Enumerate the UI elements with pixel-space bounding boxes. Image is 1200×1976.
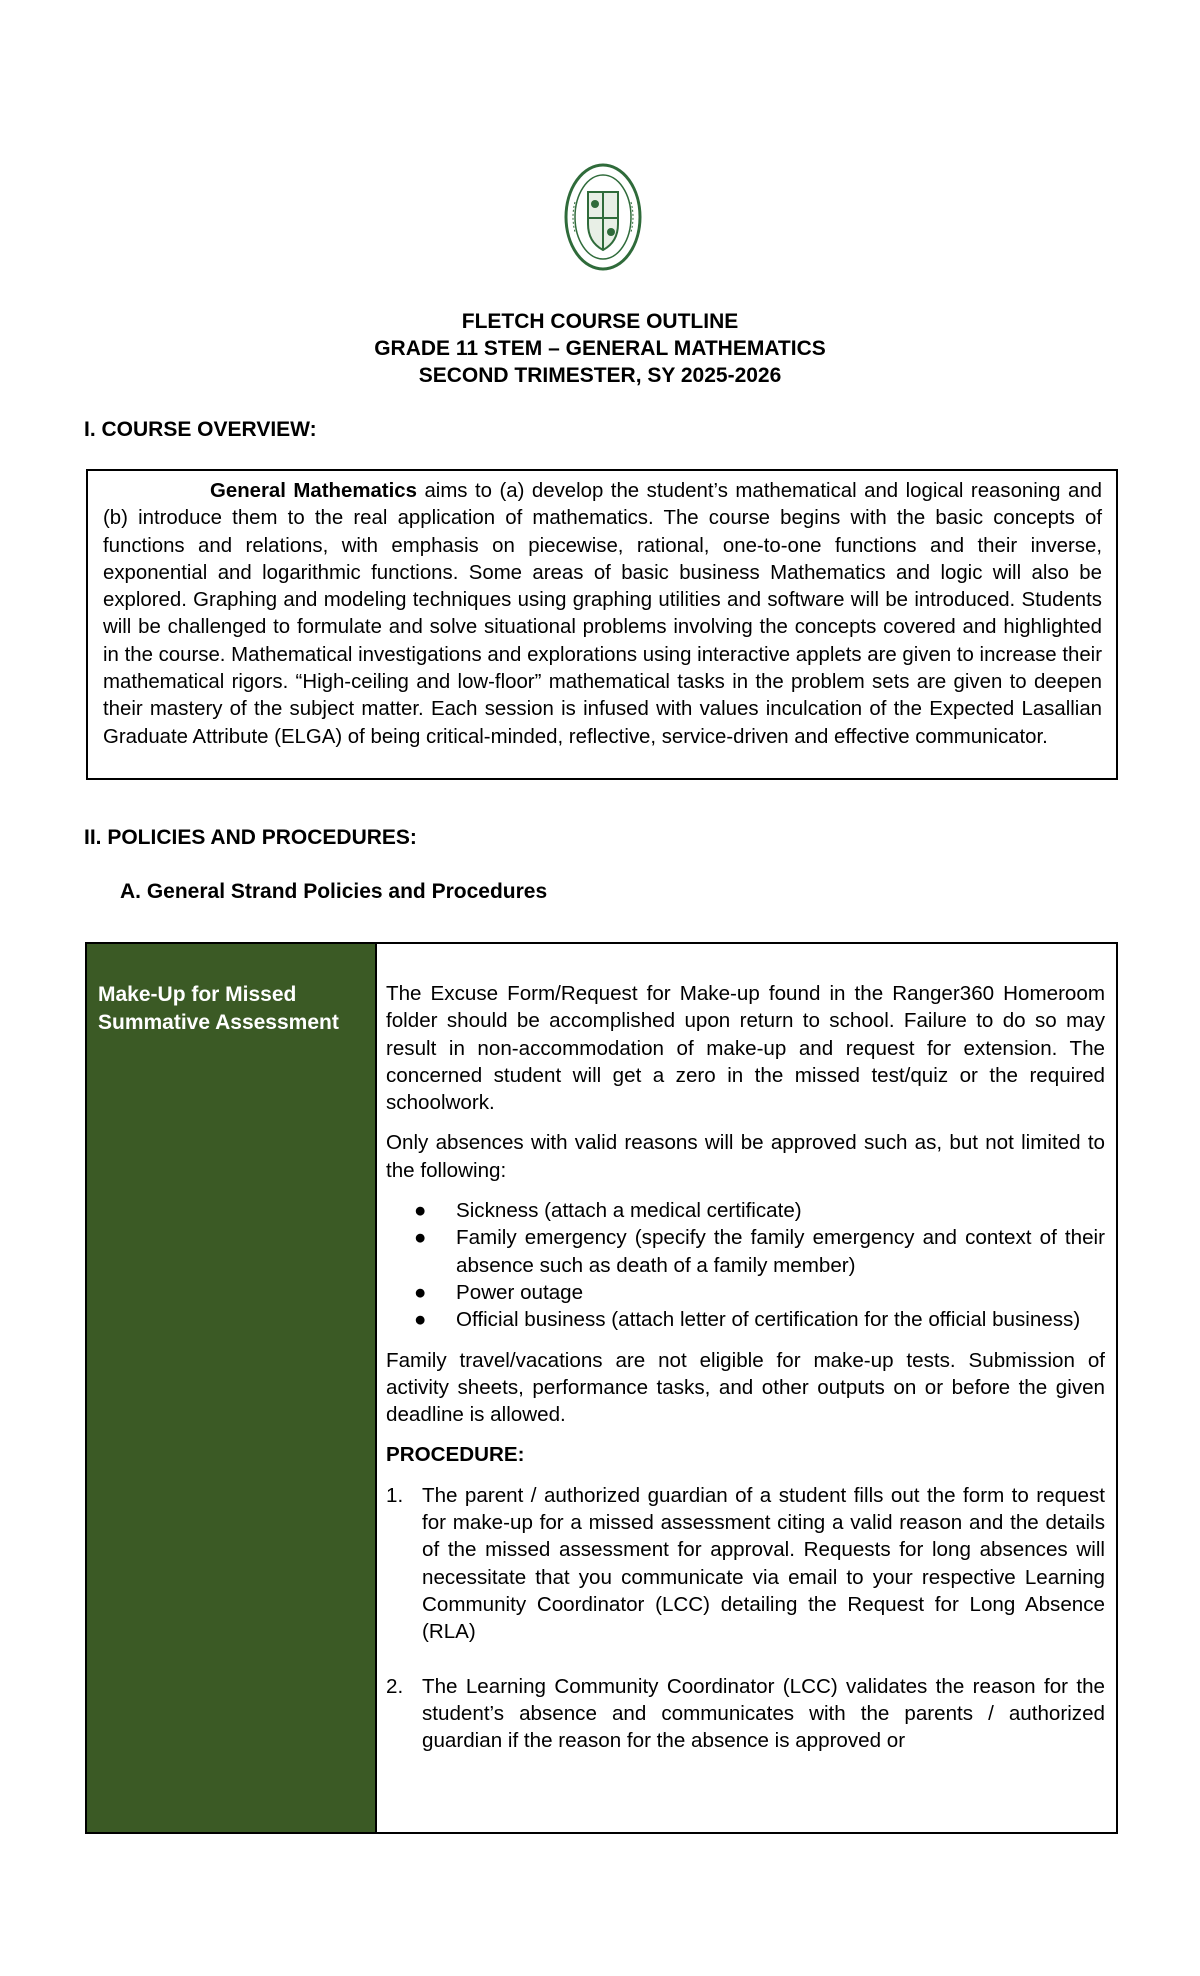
bullet-icon: ● [414,1199,427,1223]
title-line-3: SECOND TRIMESTER, SY 2025-2026 [418,364,782,387]
policy-paragraph-1: The Excuse Form/Request for Make-up found in the Ranger360 Homeroom folder should be accomplished upon return to school. Failure to do so may result in non-accommodation of make-up and request for extension. The concerned student will get a zero in the missed test/quiz or the required schoolwork. [386,982,1105,1115]
policy-label-cell [87,944,377,1832]
policies-heading: II. POLICIES AND PROCEDURES: [84,826,417,849]
strand-policies-subheading: A. General Strand Policies and Procedures [120,880,548,903]
list-item: ● Family emergency (specify the family emergency and context of their absence such as death of a family member) [414,1226,1105,1277]
policy-table [85,942,1118,1834]
list-item: ● Power outage [414,1279,1105,1306]
bullet-icon: ● [414,1226,427,1250]
list-item: ● Official business (attach letter of certification for the official business) [414,1306,1105,1333]
policy-label: Make-Up for Missed Summative Assessment [98,983,339,1034]
course-overview-heading: I. COURSE OVERVIEW: [84,418,317,441]
bullet-icon: ● [414,1280,427,1304]
policy-paragraph-3: Family travel/vacations are not eligible for make-up tests. Submission of activity sheets, performance tasks, and other outputs on or before the given deadline is allowed. [386,1348,1105,1427]
procedure-steps-list [386,1482,1105,1755]
title-line-2: GRADE 11 STEM – GENERAL MATHEMATICS [374,337,826,360]
policy-content-cell [377,944,1116,1832]
procedure-heading: PROCEDURE: [386,1443,525,1467]
course-overview-text: aims to (a) develop the student’s mathematical and logical reasoning and (b) introduce them to the real application of mathematics. The course begins with the basic concepts of functions and relations, with emphasis on piecewise, rational, one-to-one functions and their inverse, exponential and logarithmic functions. Some areas of basic business Mathematics and logic will also be explored. Graphing and modeling techniques using graphing utilities and software will be introduced. Students will be challenged to formulate and solve situational problems involving the concepts covered and highlighted in the course. Mathematical investigations and explorations using interactive applets are given to increase their mathematical rigors. “High-ceiling and low-floor” mathematical tasks in the problem sets are given to deepen their mastery of the subject matter. Each session is infused with values inculcation of the Expected Lasallian Graduate Attribute (ELGA) of being critical-minded, reflective, service-driven and effective communicator. [103,480,1102,748]
course-overview-paragraph [103,478,1102,751]
policy-paragraph-2: Only absences with valid reasons will be approved such as, but not limited to the following: [386,1131,1105,1182]
procedure-step: 1. The parent / authorized guardian of a student fills out the form to request for make-up for a missed assessment citing a valid reason and the details of the missed assessment for approval. Requests for long absences will necessitate that you communicate via email to your respective Learning Community Coordinator (LCC) detailing the Request for Long Absence (RLA) [386,1483,1105,1644]
list-item: ● Sickness (attach a medical certificate) [414,1197,1105,1224]
title-line-1: FLETCH COURSE OUTLINE [461,310,739,333]
valid-reasons-list [386,1197,1105,1333]
document-title-block [0,308,1200,389]
procedure-step: 2. The Learning Community Coordinator (LCC) validates the reason for the student’s absence and communicates with the parents / authorized guardian if the reason for the absence is approved or [386,1674,1105,1753]
bullet-icon: ● [414,1308,427,1332]
course-name-bold: General Mathematics [210,480,417,502]
school-seal-logo [563,162,643,272]
course-overview-box [86,469,1118,780]
